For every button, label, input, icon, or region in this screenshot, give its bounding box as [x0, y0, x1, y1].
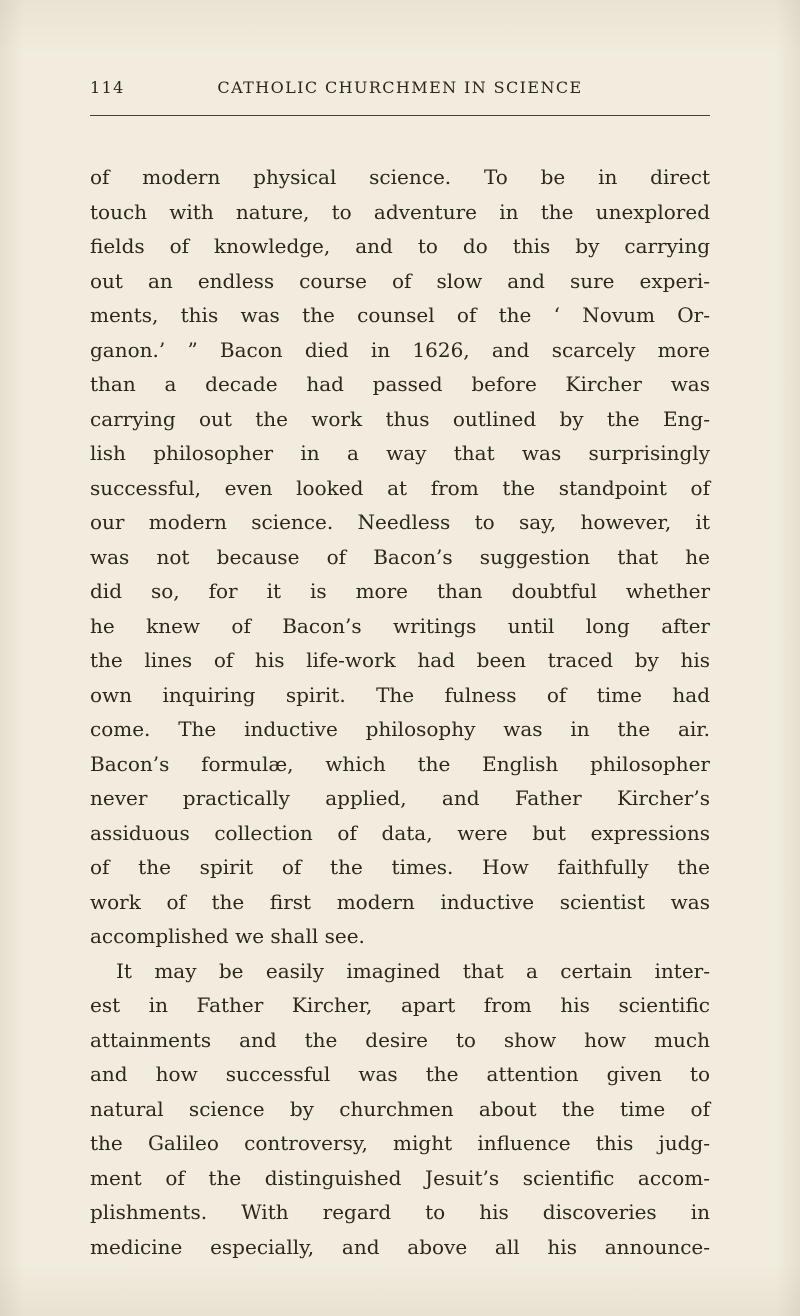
page-number: 114 [90, 78, 125, 97]
text-line: natural science by churchmen about the time of [90, 1096, 710, 1121]
paragraph [90, 954, 710, 1265]
text-line: ment of the distinguished Jesuit’s scientific accom- [90, 1165, 710, 1190]
text-line: attainments and the desire to show how much [90, 1027, 710, 1052]
text-line: touch with nature, to adventure in the unexplored [90, 199, 710, 224]
running-title: CATHOLIC CHURCHMEN IN SCIENCE [217, 78, 583, 97]
text-line: medicine especially, and above all his announce- [90, 1234, 710, 1259]
text-line: ganon.’ ” Bacon died in 1626, and scarcely more [90, 337, 710, 362]
page-header [90, 78, 710, 100]
text-line: carrying out the work thus outlined by the Eng- [90, 406, 710, 431]
text-line: assiduous collection of data, were but expressions [90, 820, 710, 845]
text-line: ments, this was the counsel of the ‘ Novum Or- [90, 303, 710, 327]
header-rule [90, 115, 710, 116]
text-line: fields of knowledge, and to do this by carrying [90, 234, 710, 258]
text-line: he knew of Bacon’s writings until long after [90, 613, 710, 638]
text-line: our modern science. Needless to say, however, it [90, 510, 710, 534]
text-line: It may be easily imagined that a certain inter- [116, 958, 710, 983]
text-line: lish philosopher in a way that was surprisingly [90, 441, 710, 465]
text-line: of modern physical science. To be in direct [90, 165, 710, 189]
text-line: successful, even looked at from the standpoint of [90, 475, 710, 500]
text-line: the lines of his life-work had been traced by his [90, 648, 710, 672]
text-line: did so, for it is more than doubtful whether [90, 579, 710, 603]
text-line: the Galileo controversy, might influence this judg- [90, 1131, 710, 1155]
text-line: out an endless course of slow and sure experi- [90, 268, 710, 293]
text-line: Bacon’s formulæ, which the English philosopher [90, 751, 710, 776]
text-line: never practically applied, and Father Kircher’s [90, 786, 710, 810]
text-line: own inquiring spirit. The fulness of time had [90, 682, 710, 707]
text-line: come. The inductive philosophy was in the air. [90, 717, 710, 741]
page-body [90, 160, 710, 1264]
text-line: of the spirit of the times. How faithfully the [90, 855, 710, 879]
text-line: est in Father Kircher, apart from his scientific [90, 993, 710, 1017]
text-line: accomplished we shall see. [90, 924, 365, 948]
text-line: plishments. With regard to his discoveries in [90, 1200, 710, 1224]
text-line: than a decade had passed before Kircher was [90, 372, 710, 396]
text-line: work of the first modern inductive scientist was [90, 889, 710, 914]
text-line: was not because of Bacon’s suggestion that he [90, 544, 710, 569]
paragraph [90, 160, 710, 954]
text-line: and how successful was the attention given to [90, 1062, 710, 1086]
